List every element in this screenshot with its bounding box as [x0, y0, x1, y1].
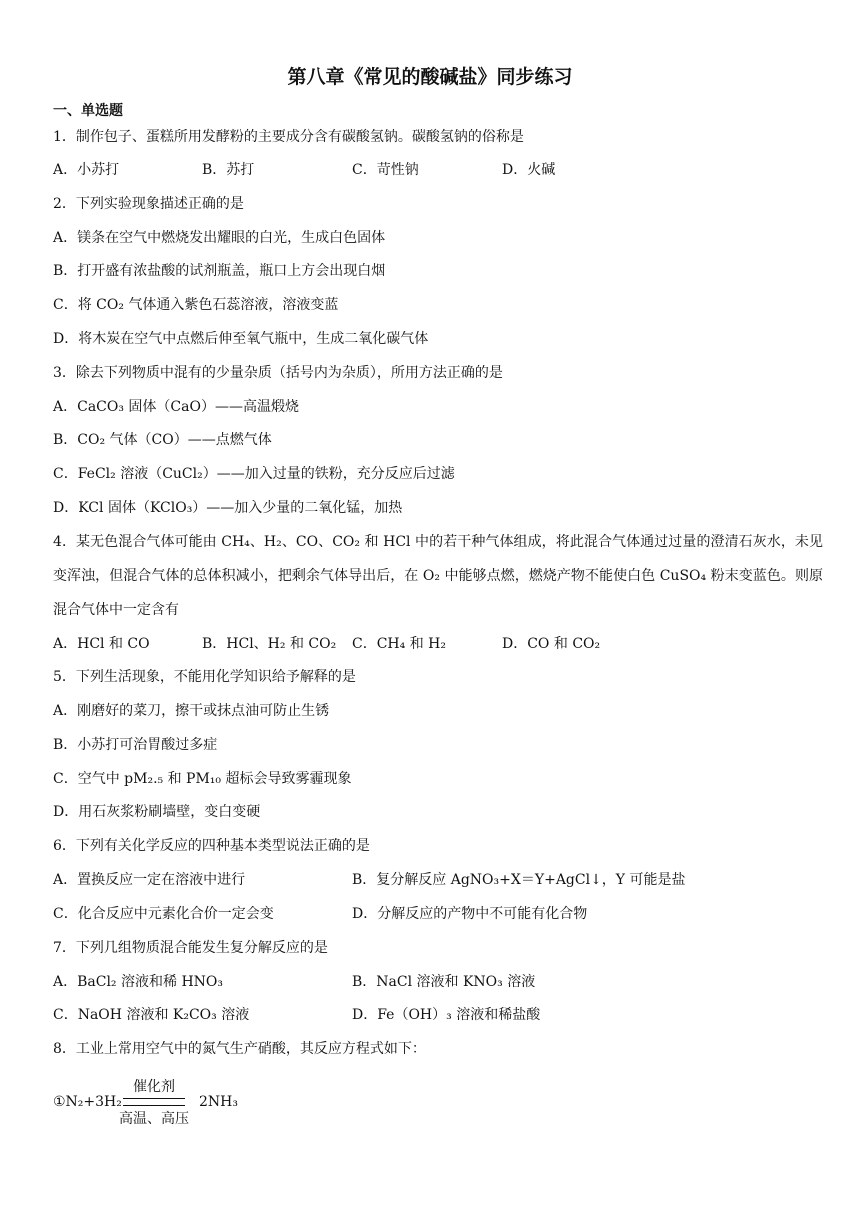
q6-option-c: C．化合反应中元素化合价一定会变	[53, 906, 274, 922]
q4-option-c: C．CH₄ 和 H₂	[352, 636, 446, 652]
equation-products: 2NH₃	[199, 1094, 238, 1110]
q8-stem: 8．工业上常用空气中的氮气生产硝酸，其反应方程式如下：	[53, 1041, 426, 1057]
q5-option-a: A．刚磨好的菜刀，擦干或抹点油可防止生锈	[53, 703, 330, 719]
catalyst-label: 催化剂	[133, 1079, 175, 1095]
q2-option-a: A．镁条在空气中燃烧发出耀眼的白光，生成白色固体	[53, 230, 386, 246]
equals-sign	[123, 1098, 185, 1106]
q2-stem: 2．下列实验现象描述正确的是	[53, 196, 244, 212]
q1-option-c: C．苛性钠	[352, 162, 419, 178]
q3-stem: 3．除去下列物质中混有的少量杂质（括号内为杂质），所用方法正确的是	[53, 365, 503, 381]
q6-option-d: D．分解反应的产物中不可能有化合物	[352, 906, 588, 922]
q1-option-d: D．火碱	[502, 162, 556, 178]
q7-option-b: B．NaCl 溶液和 KNO₃ 溶液	[352, 974, 536, 990]
q5-option-c: C．空气中 pM₂.₅ 和 PM₁₀ 超标会导致雾霾现象	[53, 771, 352, 787]
q3-option-a: A．CaCO₃ 固体（CaO）——高温煅烧	[53, 399, 299, 415]
condition-label: 高温、高压	[119, 1111, 189, 1127]
q3-option-d: D．KCl 固体（KClO₃）——加入少量的二氧化锰，加热	[53, 500, 403, 516]
q1-stem: 1．制作包子、蛋糕所用发酵粉的主要成分含有碳酸氢钠。碳酸氢钠的俗称是	[53, 129, 524, 145]
q7-option-c: C．NaOH 溶液和 K₂CO₃ 溶液	[53, 1007, 250, 1023]
equation-reactants: ①N₂+3H₂	[53, 1094, 122, 1110]
q4-option-d: D．CO 和 CO₂	[502, 636, 601, 652]
q3-option-c: C．FeCl₂ 溶液（CuCl₂）——加入过量的铁粉，充分反应后过滤	[53, 466, 455, 482]
q3-option-b: B．CO₂ 气体（CO）——点燃气体	[53, 432, 272, 448]
q6-option-a: A．置换反应一定在溶液中进行	[53, 872, 246, 888]
section-heading: 一、单选题	[53, 103, 123, 119]
page-title: 第八章《常见的酸碱盐》同步练习	[287, 66, 573, 88]
q5-option-b: B．小苏打可治胃酸过多症	[53, 737, 218, 753]
q4-option-a: A．HCl 和 CO	[53, 636, 150, 652]
q4-option-b: B．HCl、H₂ 和 CO₂	[202, 636, 337, 652]
q6-stem: 6．下列有关化学反应的四种基本类型说法正确的是	[53, 838, 370, 854]
q4-stem: 4．某无色混合气体可能由 CH₄、H₂、CO、CO₂ 和 HCl 中的若干种气体组成，将此混合气体通过过量的澄清石灰水，未见变浑浊，但混合气体的总体积减小，把剩余气体导出后，在 O₂ 中能够点燃，燃烧产物不能使白色 CuSO₄ 粉末变蓝色。则原混合气体中一定含有	[53, 534, 823, 618]
equation-conditions	[115, 1076, 193, 1128]
q7-option-a: A．BaCl₂ 溶液和稀 HNO₃	[53, 974, 223, 990]
q5-stem: 5．下列生活现象，不能用化学知识给予解释的是	[53, 669, 356, 685]
q7-option-d: D．Fe（OH）₃ 溶液和稀盐酸	[352, 1007, 541, 1023]
q7-stem: 7．下列几组物质混合能发生复分解反应的是	[53, 940, 328, 956]
q5-option-d: D．用石灰浆粉刷墙壁，变白变硬	[53, 804, 261, 820]
q1-option-a: A．小苏打	[53, 162, 120, 178]
q6-option-b: B．复分解反应 AgNO₃+X＝Y+AgCl↓，Y 可能是盐	[352, 872, 686, 888]
q1-option-b: B．苏打	[202, 162, 255, 178]
q2-option-b: B．打开盛有浓盐酸的试剂瓶盖，瓶口上方会出现白烟	[53, 263, 386, 279]
q2-option-d: D．将木炭在空气中点燃后伸至氧气瓶中，生成二氧化碳气体	[53, 331, 429, 347]
q2-option-c: C．将 CO₂ 气体通入紫色石蕊溶液，溶液变蓝	[53, 297, 339, 313]
